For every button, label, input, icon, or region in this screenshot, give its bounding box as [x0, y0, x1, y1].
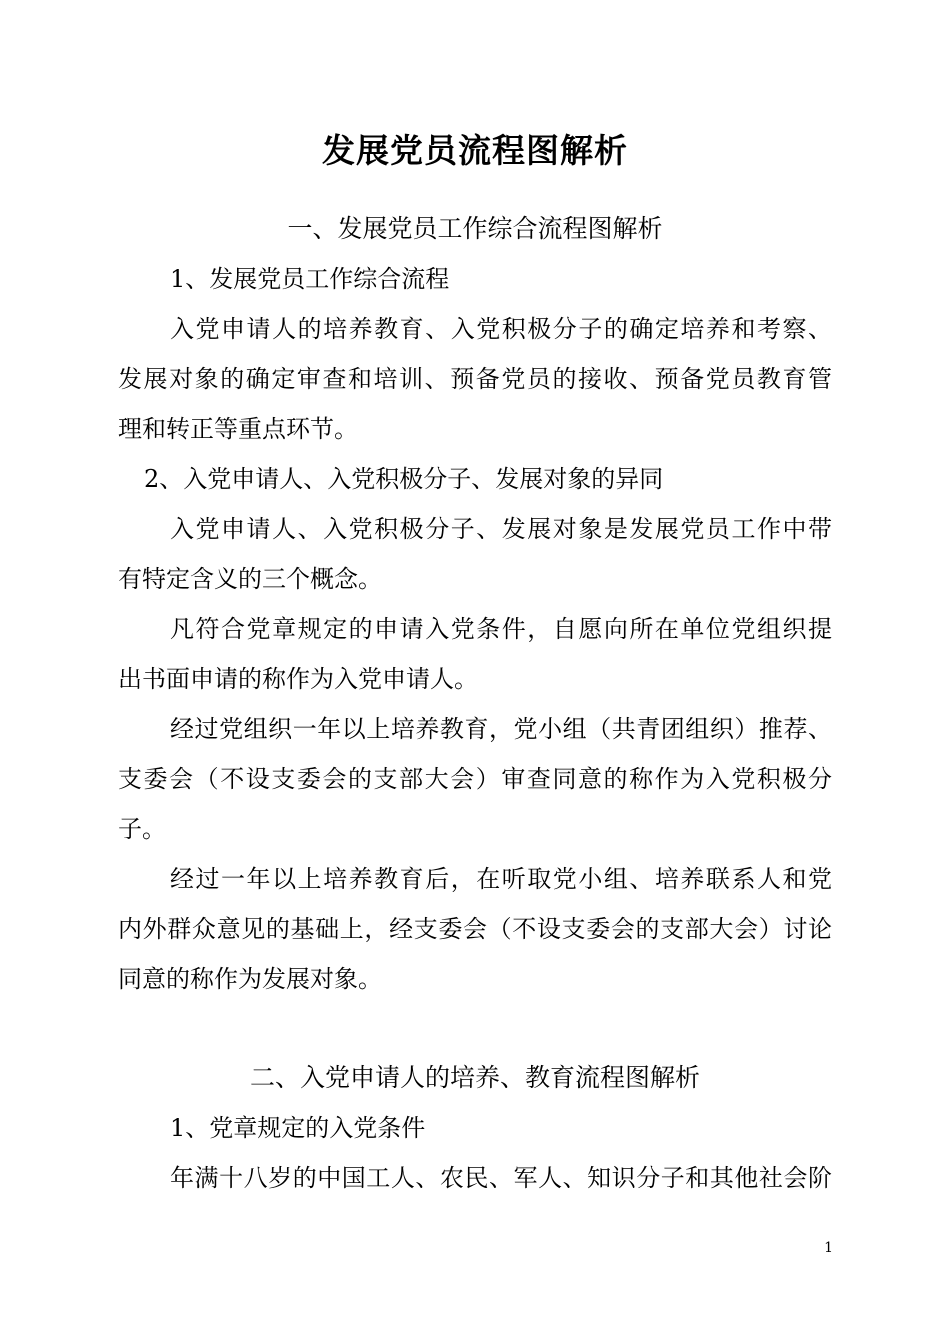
paragraph-line: 内外群众意见的基础上，经支委会（不设支委会的支部大会）讨论 [118, 915, 832, 943]
paragraph-line: 出书面申请的称作为入党申请人。 [118, 665, 478, 693]
paragraph-line: 经过一年以上培养教育后，在听取党小组、培养联系人和党 [170, 865, 832, 893]
item-heading: 1、发展党员工作综合流程 [170, 265, 450, 293]
item-heading: 2、入党申请人、入党积极分子、发展对象的异同 [144, 465, 664, 493]
paragraph-line: 经过党组织一年以上培养教育，党小组（共青团组织）推荐、 [170, 715, 832, 743]
paragraph-line: 理和转正等重点环节。 [118, 415, 358, 443]
page-number: 1 [824, 1240, 833, 1256]
paragraph-line: 凡符合党章规定的申请入党条件，自愿向所在单位党组织提 [170, 615, 832, 643]
paragraph-line: 年满十八岁的中国工人、农民、军人、知识分子和其他社会阶 [170, 1164, 832, 1192]
section-heading-1: 一、发展党员工作综合流程图解析 [287, 214, 663, 243]
section-heading-2: 二、入党申请人的培养、教育流程图解析 [249, 1063, 700, 1092]
paragraph-line: 子。 [118, 815, 166, 843]
document-title: 发展党员流程图解析 [322, 131, 628, 170]
paragraph-line: 发展对象的确定审查和培训、预备党员的接收、预备党员教育管 [118, 365, 832, 393]
paragraph-line: 同意的称作为发展对象。 [118, 965, 382, 993]
paragraph-line: 支委会（不设支委会的支部大会）审查同意的称作为入党积极分 [118, 765, 832, 793]
paragraph-line: 入党申请人、入党积极分子、发展对象是发展党员工作中带 [170, 515, 832, 543]
item-heading: 1、党章规定的入党条件 [170, 1114, 426, 1142]
paragraph-line: 入党申请人的培养教育、入党积极分子的确定培养和考察、 [170, 315, 832, 343]
paragraph-line: 有特定含义的三个概念。 [118, 565, 382, 593]
